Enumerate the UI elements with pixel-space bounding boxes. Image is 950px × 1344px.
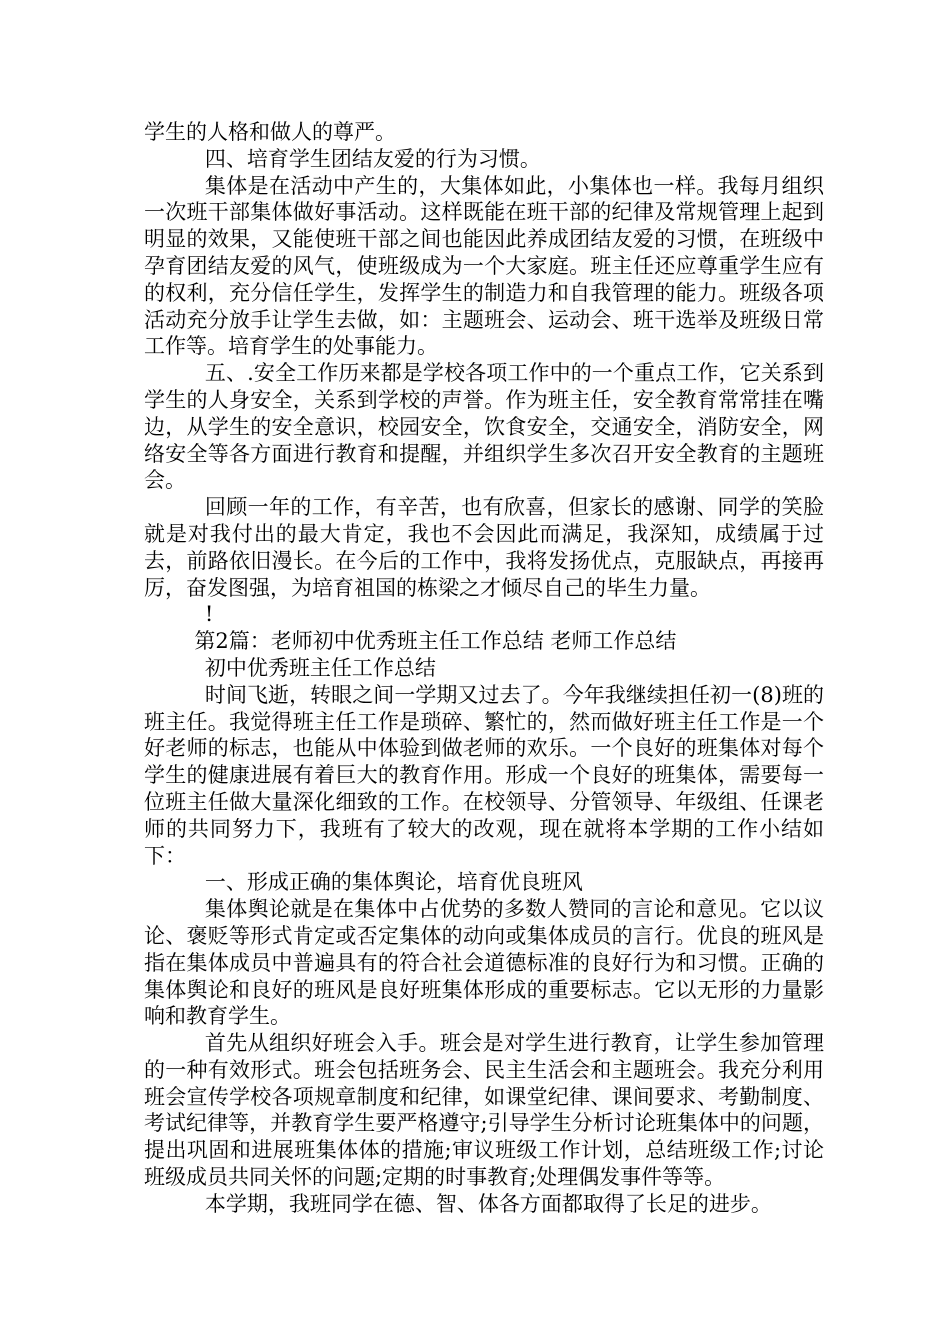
paragraph: 回顾一年的工作，有辛苦，也有欣喜，但家长的感谢、同学的笑脸就是对我付出的最大肯定，我也不会因此而满足，我深知，成绩属于过去，前路依旧漫长。在今后的工作中，我将发扬优点，克服缺点，再接再厉，奋发图强，为培育祖国的栋梁之才倾尽自己的毕生力量。 [144, 495, 824, 600]
article-title: 第2篇：老师初中优秀班主任工作总结 老师工作总结 [194, 629, 677, 654]
paragraph: 集体是在活动中产生的，大集体如此，小集体也一样。我每月组织一次班干部集体做好事活动。这样既能在班干部的纪律及常规管理上起到明显的效果，又能使班干部之间也能因此养成团结友爱的习惯，在班级中孕育团结友爱的风气，使班级成为一个大家庭。班主任还应尊重学生应有的权利，充分信任学生，发挥学生的制造力和自我管理的能力。班级各项活动充分放手让学生去做，如：主题班会、运动会、班干选举及班级日常工作等。培育学生的处事能力。 [144, 173, 824, 359]
article-subtitle: 初中优秀班主任工作总结 [204, 655, 436, 680]
paragraph: 集体舆论就是在集体中占优势的多数人赞同的言论和意见。它以议论、褒贬等形式肯定或否定集体的动向或集体成员的言行。优良的班风是指在集体成员中普遍具有的符合社会道德标准的良好行为和习惯。正确的集体舆论和良好的班风是良好班集体形成的重要标志。它以无形的力量影响和教育学生。 [144, 897, 824, 1029]
section-heading-four: 四、培育学生团结友爱的行为习惯。 [204, 146, 541, 171]
paragraph: 五、.安全工作历来都是学校各项工作中的一个重点工作，它关系到学生的人身安全，关系到学校的声誉。作为班主任，安全教育常常挂在嘴边，从学生的安全意识，校园安全，饮食安全，交通安全，消防安全，网络安全等各方面进行教育和提醒，并组织学生多次召开安全教育的主题班会。 [144, 361, 824, 493]
exclamation-line: ! [204, 602, 214, 627]
section-heading-one: 一、形成正确的集体舆论，培育优良班风 [204, 870, 583, 895]
paragraph: 首先从组织好班会入手。班会是对学生进行教育，让学生参加管理的一种有效形式。班会包括班务会、民主生活会和主题班会。我充分利用班会宣传学校各项规章制度和纪律，如课堂纪律、课间要求、考勤制度、考试纪律等，并教育学生要严格遵守;引导学生分析讨论班集体中的问题，提出巩固和进展班集体体的措施;审议班级工作计划，总结班级工作;讨论班级成员共同关怀的问题;定期的时事教育;处理偶发事件等等。 [144, 1031, 824, 1190]
paragraph: 时间飞逝，转眼之间一学期又过去了。今年我继续担任初一(8)班的班主任。我觉得班主任工作是琐碎、繁忙的，然而做好班主任工作是一个好老师的标志，也能从中体验到做老师的欢乐。一个良好的班集体对每个学生的健康进展有着巨大的教育作用。形成一个良好的班集体，需要每一位班主任做大量深化细致的工作。在校领导、分管领导、年级组、任课老师的共同努力下，我班有了较大的改观，现在就将本学期的工作小结如下： [144, 682, 824, 868]
paragraph: 本学期，我班同学在德、智、体各方面都取得了长足的进步。 [204, 1191, 772, 1216]
paragraph: 学生的人格和做人的尊严。 [144, 120, 396, 144]
document-body [144, 119, 824, 1218]
